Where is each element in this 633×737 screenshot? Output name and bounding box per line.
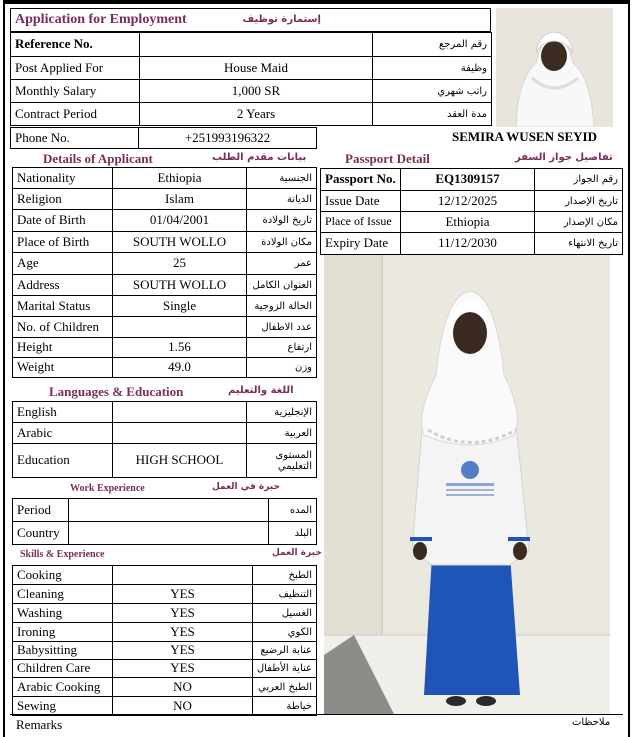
skill-label: Arabic Cooking [13,678,113,697]
job-value: 2 Years [140,103,373,126]
education-value: HIGH SCHOOL [113,444,247,478]
phone-table [10,127,317,149]
job-label: Post Applied For [11,57,140,80]
skill-value: YES [113,660,253,678]
passport-label-arabic: تاريخ الانتهاء [535,233,623,255]
skill-label-arabic: التنظيف [253,585,317,604]
job-value: 1,000 SR [140,80,373,103]
work-label: Country [13,522,69,545]
skills-heading-arabic: خبرة العمل [272,548,322,558]
job-table [10,32,492,126]
language-label: Arabic [13,423,113,444]
skill-label: Children Care [13,660,113,678]
detail-label-arabic: ارتفاع [247,338,317,358]
detail-label-arabic: عدد الاطفال [247,317,317,338]
detail-label: No. of Children [13,317,113,338]
detail-label-arabic: الديانة [247,189,317,210]
skill-value: YES [113,642,253,660]
passport-label-arabic: مكان الإصدار [535,212,623,233]
languages-heading: Languages & Education [49,384,184,399]
skills-table [12,565,317,716]
detail-label-arabic: تاريخ الولادة [247,210,317,232]
passport-label-arabic: تاريخ الإصدار [535,191,623,212]
job-label: Monthly Salary [11,80,140,103]
skill-value: NO [113,678,253,697]
job-label-arabic: مدة العقد [373,103,492,126]
detail-label: Place of Birth [13,232,113,253]
passport-label: Expiry Date [321,233,401,255]
detail-value: Ethiopia [113,168,247,189]
detail-label: Nationality [13,168,113,189]
passport-label: Issue Date [321,191,401,212]
skill-value: YES [113,623,253,642]
detail-label: Religion [13,189,113,210]
detail-label: Weight [13,358,113,378]
detail-value: SOUTH WOLLO [113,232,247,253]
skill-label: Cleaning [13,585,113,604]
job-label-arabic: رقم المرجع [373,33,492,57]
detail-label-arabic: وزن [247,358,317,378]
skill-label: Sewing [13,697,113,716]
passport-heading-arabic: تفاصيل جواز السفر [515,152,613,163]
remarks-label-arabic: ملاحظات [572,717,611,728]
skill-label: Babysitting [13,642,113,660]
languages-heading-arabic: اللغة والتعليم [228,385,294,396]
detail-label-arabic: عمر [247,253,317,275]
skill-value: YES [113,604,253,623]
skill-label-arabic: الطبخ العربي [253,678,317,697]
passport-value: 12/12/2025 [401,191,535,212]
detail-label-arabic: الحالة الزوجية [247,296,317,317]
passport-table [320,168,623,255]
passport-label: Place of Issue [321,212,401,233]
language-value [113,402,247,423]
work-value [69,499,269,522]
skill-value: NO [113,697,253,716]
passport-value: Ethiopia [401,212,535,233]
skill-label-arabic: الغسيل [253,604,317,623]
language-label-arabic: العربية [247,423,317,444]
details-heading-arabic: بيانات مقدم الطلب [212,152,307,163]
skill-value: YES [113,585,253,604]
skill-value [113,566,253,585]
work-table [12,498,317,545]
language-label: English [13,402,113,423]
remarks-divider [10,714,623,715]
language-label-arabic: الإنجليزية [247,402,317,423]
top-rule [3,0,630,4]
portrait-illustration [496,8,613,127]
details-heading: Details of Applicant [43,151,153,166]
skill-label-arabic: خياطة [253,697,317,716]
detail-value: SOUTH WOLLO [113,275,247,296]
work-heading-arabic: خبرة في العمل [212,482,280,492]
work-label: Period [13,499,69,522]
passport-label: Passport No. [321,169,401,191]
passport-value: 11/12/2030 [401,233,535,255]
job-label-arabic: وظيفة [373,57,492,80]
skill-label: Ironing [13,623,113,642]
phone-label: Phone No. [11,128,139,149]
education-label-arabic: المستوى التعليمي [247,444,317,478]
work-label-arabic: المده [269,499,317,522]
applicant-portrait-photo [496,8,613,127]
applicant-full-photo [324,255,610,714]
detail-label: Date of Birth [13,210,113,232]
passport-label-arabic: رقم الجواز [535,169,623,191]
detail-label-arabic: مكان الولادة [247,232,317,253]
detail-value: 25 [113,253,247,275]
full-body-illustration [324,255,610,714]
detail-value: 01/04/2001 [113,210,247,232]
detail-label: Height [13,338,113,358]
passport-heading: Passport Detail [345,151,430,166]
detail-label: Address [13,275,113,296]
detail-value: 49.0 [113,358,247,378]
detail-value: Single [113,296,247,317]
applicant-name: SEMIRA WUSEN SEYID [452,129,597,144]
work-value [69,522,269,545]
job-label: Reference No. [11,33,140,57]
title-table [10,8,491,32]
detail-label: Marital Status [13,296,113,317]
education-label: Education [13,444,113,478]
skills-heading: Skills & Experience [20,549,105,560]
detail-label-arabic: العنوان الكامل [247,275,317,296]
detail-label: Age [13,253,113,275]
skill-label: Cooking [13,566,113,585]
skill-label-arabic: عناية الرضيع [253,642,317,660]
phone-value: +251993196322 [139,128,317,149]
work-label-arabic: البلد [269,522,317,545]
language-value [113,423,247,444]
languages-table [12,401,317,478]
detail-value: Islam [113,189,247,210]
work-heading: Work Experience [70,483,145,494]
detail-label-arabic: الجنسية [247,168,317,189]
job-label-arabic: راتب شهري [373,80,492,103]
detail-value [113,317,247,338]
remarks-label: Remarks [16,717,63,732]
form-title: Application for Employment [15,12,187,28]
job-value [140,33,373,57]
details-table [12,167,317,378]
job-value: House Maid [140,57,373,80]
form-title-arabic: إستمارة توظيف [242,13,321,25]
skill-label-arabic: الكوي [253,623,317,642]
passport-value: EQ1309157 [401,169,535,191]
skill-label-arabic: عناية الأطفال [253,660,317,678]
job-label: Contract Period [11,103,140,126]
skill-label: Washing [13,604,113,623]
skill-label-arabic: الطبخ [253,566,317,585]
detail-value: 1.56 [113,338,247,358]
